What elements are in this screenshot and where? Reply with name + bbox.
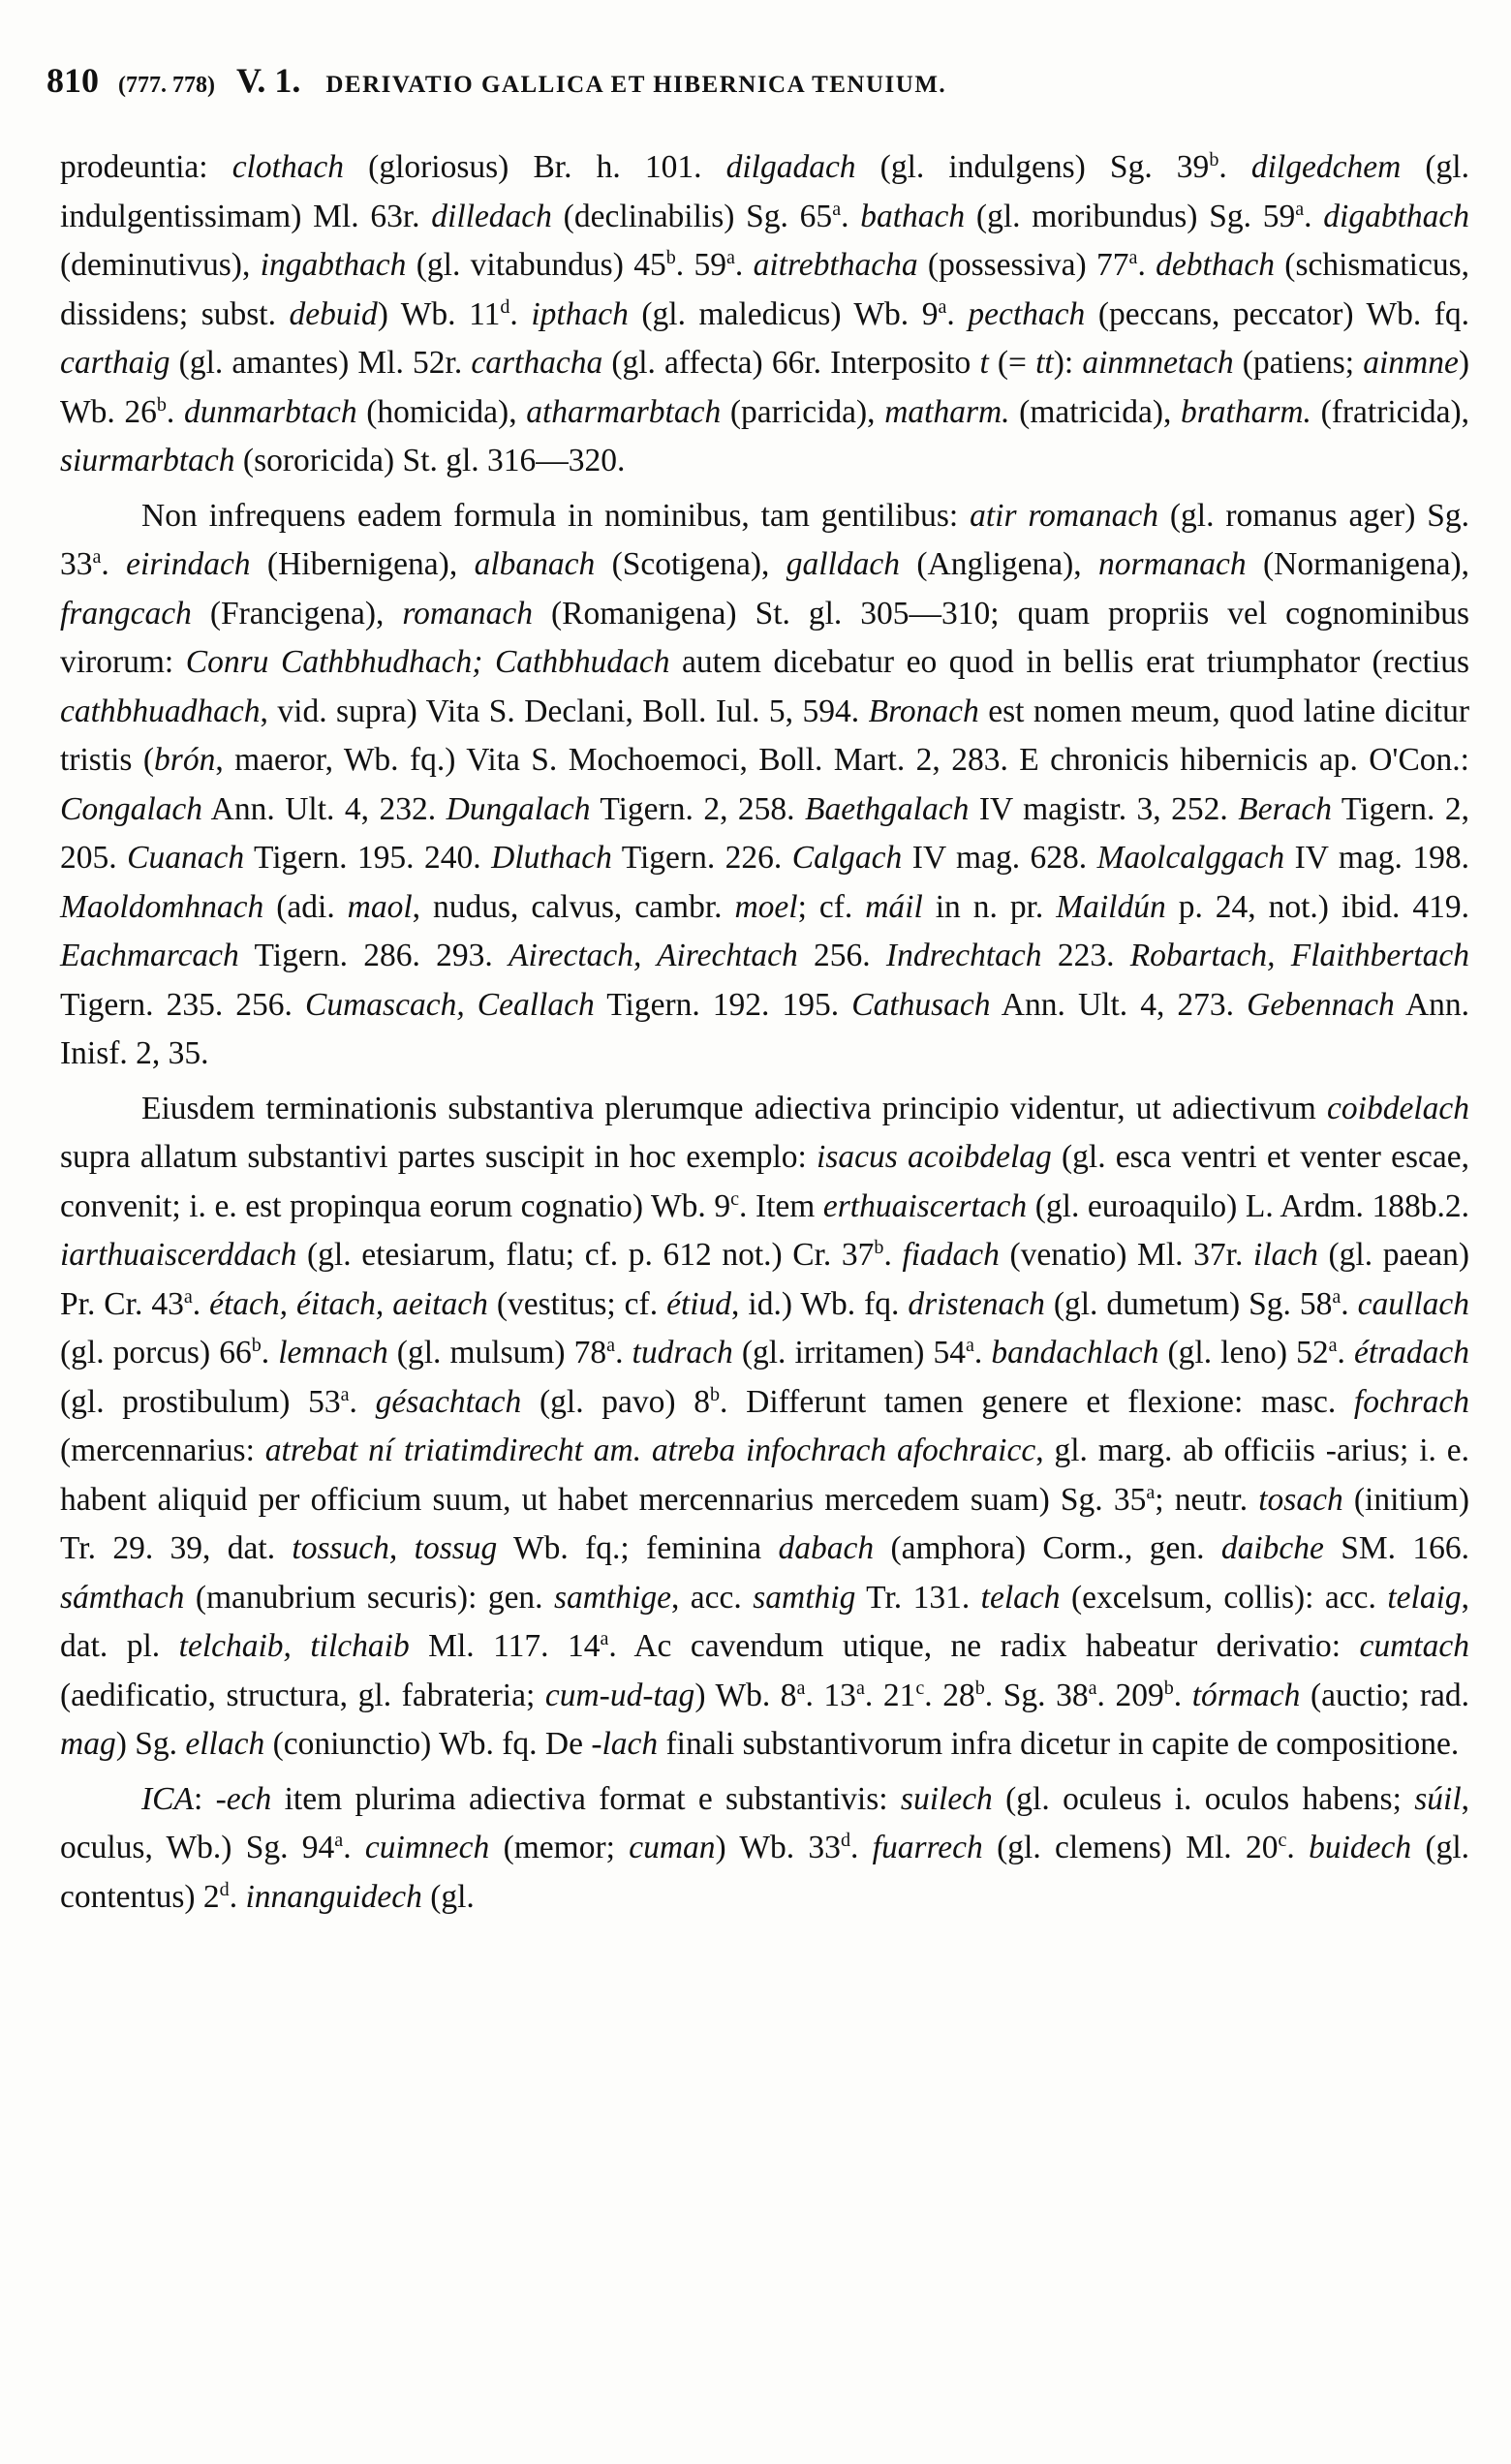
italic-term: cum-ud-tag <box>544 1677 695 1713</box>
italic-term: dabach <box>778 1530 875 1566</box>
italic-term: moel <box>734 888 798 925</box>
italic-term: Dungalach <box>446 790 591 827</box>
column-superscript: b <box>156 393 167 416</box>
column-superscript: b <box>974 1677 985 1699</box>
italic-term: normanach <box>1098 546 1247 582</box>
italic-term: Cumascach, Ceallach <box>305 986 595 1023</box>
italic-term: caullach <box>1357 1285 1470 1322</box>
column-superscript: b <box>874 1236 884 1258</box>
italic-term: Congalach <box>60 790 203 827</box>
page-references: (777. 778) <box>118 73 215 98</box>
paragraph: ICA: -ech item plurima adiectiva format e substantivis: suilech (gl. oculeus i. oculos habens; súil, oculus, Wb.) Sg. 94$^a$. cuimnech (memor; cuman) Wb. 33$^d$. fuarrech (gl. clemens) Ml. 20$^c$. buidech (gl. contentus) 2$^d$. innanguidech (gl. <box>60 1780 1470 1915</box>
column-superscript: a <box>1146 1481 1156 1503</box>
italic-term: Baethgalach <box>805 790 970 827</box>
column-superscript: d <box>500 295 510 318</box>
italic-term: máil <box>865 888 923 925</box>
italic-term: fiadach <box>902 1237 1000 1273</box>
italic-term: pecthach <box>968 295 1086 332</box>
italic-term: étiud <box>666 1285 732 1322</box>
italic-term: Cuanach <box>127 840 245 876</box>
italic-term: atir romanach <box>970 497 1158 534</box>
column-superscript: a <box>606 1334 616 1356</box>
column-superscript: a <box>832 198 842 220</box>
italic-term: cumtach <box>1359 1628 1469 1664</box>
italic-term: tórmach <box>1191 1677 1301 1713</box>
italic-term: ingabthach <box>260 247 407 283</box>
italic-term: tt <box>1035 345 1054 381</box>
italic-term: ilach <box>1252 1237 1318 1273</box>
column-superscript: a <box>966 1334 974 1356</box>
column-superscript: a <box>1332 1285 1341 1308</box>
column-superscript: a <box>855 1677 865 1699</box>
running-title: DERIVATIO GALLICA ET HIBERNICA TENUIUM. <box>325 72 947 98</box>
italic-term: dilgadach <box>725 149 856 185</box>
italic-term: innanguidech <box>245 1878 422 1915</box>
column-superscript: b <box>1163 1677 1174 1699</box>
column-superscript: b <box>710 1383 721 1405</box>
italic-term: telach <box>980 1579 1061 1616</box>
italic-term: cathbhuadhach <box>60 693 261 729</box>
italic-term: dilledach <box>431 198 552 234</box>
italic-term: aitrebthacha <box>753 247 918 283</box>
italic-term: -lach <box>591 1726 659 1762</box>
italic-term: Calgach <box>791 840 903 876</box>
italic-term: ainmnetach <box>1082 345 1234 381</box>
italic-term: étach, éitach, aeitach <box>209 1285 488 1322</box>
paragraph: Non infrequens eadem formula in nominibus, tam gentilibus: atir romanach (gl. romanus ager) Sg. 33$^a$. eirindach (Hibernigena), albanach (Scotigena), galldach (Angligena), normanach (Normanigena), frangcach (Francigena), romanach (Romanigena) St. gl. 305—310; quam propriis vel cognominibus virorum: Conru Cathbhudhach; Cathbhudach autem dicebatur eo quod in bellis erat triumphator (rectius cathbhuadhach, vid. supra) Vita S. Declani, Boll. Iul. 5, 594. Bronach est nomen meum, quod latine dicitur tristis (brón, maeror, Wb. fq.) Vita S. Mochoemoci, Boll. Mart. 2, 283. E chronicis hibernicis ap. O'Con.: Congalach Ann. Ult. 4, 232. Dungalach Tigern. 2, 258. Baethgalach IV magistr. 3, 252. Berach Tigern. 2, 205. Cuanach Tigern. 195. 240. Dluthach Tigern. 226. Calgach IV mag. 628. Maolcalggach IV mag. 198. Maoldomhnach (adi. maol, nudus, calvus, cambr. moel; cf. máil in n. pr. Maildún p. 24, not.) ibid. 419. Eachmarcach Tigern. 286. 293. Airectach, Airechtach 256. Indrechtach 223. Robartach, Flaithbertach Tigern. 235. 256. Cumascach, Ceallach Tigern. 192. 195. Cathusach Ann. Ult. 4, 273. Gebennach Ann. Inisf. 2, 35. <box>60 497 1470 1071</box>
column-superscript: b <box>251 1334 262 1356</box>
italic-term: súil <box>1414 1780 1462 1817</box>
italic-term: digabthach <box>1323 198 1470 234</box>
italic-term: bratharm. <box>1180 393 1311 430</box>
italic-term: étradach <box>1353 1335 1470 1371</box>
column-superscript: a <box>1088 1677 1097 1699</box>
italic-term: Robartach, Flaithbertach <box>1129 938 1469 973</box>
running-header <box>46 60 1470 99</box>
italic-term: buidech <box>1309 1830 1412 1865</box>
italic-term: debthach <box>1156 247 1275 283</box>
italic-term: fuarrech <box>872 1830 983 1865</box>
column-superscript: d <box>219 1878 230 1900</box>
italic-term: eirindach <box>126 546 251 582</box>
italic-term: Dluthach <box>491 840 612 876</box>
column-superscript: a <box>796 1677 806 1699</box>
italic-term: telchaib, tilchaib <box>178 1628 410 1664</box>
column-superscript: c <box>915 1677 925 1699</box>
italic-term: siurmarbtach <box>60 443 235 478</box>
italic-term: bathach <box>860 198 966 234</box>
italic-term: atharmarbtach <box>526 393 722 430</box>
italic-term: suilech <box>900 1780 993 1817</box>
italic-term: clothach <box>231 149 345 185</box>
italic-term: albanach <box>474 546 596 582</box>
italic-term: dristenach <box>908 1285 1045 1322</box>
italic-term: telaig <box>1387 1579 1462 1616</box>
italic-term: cuimnech <box>364 1830 490 1865</box>
italic-term: Berach <box>1238 790 1333 827</box>
italic-term: Cathusach <box>851 986 991 1023</box>
italic-term: frangcach <box>60 595 192 631</box>
italic-term: debuid <box>289 295 378 332</box>
italic-term: iarthuaiscerddach <box>60 1237 297 1273</box>
italic-term: ainmne <box>1363 345 1459 381</box>
column-superscript: c <box>730 1187 740 1210</box>
italic-term: tosach <box>1258 1481 1343 1518</box>
italic-term: fochrach <box>1353 1383 1470 1420</box>
section-number: V. 1. <box>235 61 301 100</box>
italic-term: bandachlach <box>991 1335 1159 1371</box>
column-superscript: a <box>938 295 947 318</box>
italic-term: tossuch, tossug <box>292 1530 498 1566</box>
italic-term: ICA <box>141 1780 194 1817</box>
column-superscript: a <box>1128 246 1138 268</box>
column-superscript: a <box>92 545 102 568</box>
italic-term: Maoldomhnach <box>60 888 264 925</box>
column-superscript: b <box>1209 148 1219 170</box>
italic-term: ipthach <box>531 295 629 332</box>
page-number: 810 <box>46 61 99 100</box>
column-superscript: a <box>1328 1334 1338 1356</box>
column-superscript: b <box>665 246 676 268</box>
paragraph: Eiusdem terminationis substantiva plerumque adiectiva principio videntur, ut adiectivum coibdelach supra allatum substantivi partes suscipit in hoc exemplo: isacus acoibdelag (gl. esca ventri et venter escae, convenit; i. e. est propinqua eorum cognatio) Wb. 9$^c$. Item erthuaiscertach (gl. euroaquilo) L. Ardm. 188b.2. iarthuaiscerddach (gl. etesiarum, flatu; cf. p. 612 not.) Cr. 37$^b$. fiadach (venatio) Ml. 37r. ilach (gl. paean) Pr. Cr. 43$^a$. étach, éitach, aeitach (vestitus; cf. étiud, id.) Wb. fq. dristenach (gl. dumetum) Sg. 58$^a$. caullach (gl. porcus) 66$^b$. lemnach (gl. mulsum) 78$^a$. tudrach (gl. irritamen) 54$^a$. bandachlach (gl. leno) 52$^a$. étradach (gl. prostibulum) 53$^a$. gésachtach (gl. pavo) 8$^b$. Differunt tamen genere et flexione: masc. fochrach (mercennarius: atrebat ní triatimdirecht am. atreba infochrach afochraicc, gl. marg. ab officiis -arius; i. e. habent aliquid per officium suum, ut habet mercennarius mercedem suam) Sg. 35$^a$; neutr. tosach (initium) Tr. 29. 39, dat. tossuch, tossug Wb. fq.; feminina dabach (amphora) Corm., gen. daibche SM. 166. sámthach (manubrium securis): gen. samthige, acc. samthig Tr. 131. telach (excelsum, collis): acc. telaig, dat. pl. telchaib, tilchaib Ml. 117. 14$^a$. Ac cavendum utique, ne radix habeatur derivatio: cumtach (aedificatio, structura, gl. fabrateria; cum-ud-tag) Wb. 8$^a$. 13$^a$. 21$^c$. 28$^b$. Sg. 38$^a$. 209$^b$. tórmach (auctio; rad. mag) Sg. ellach (coniunctio) Wb. fq. De -lach finali substantivorum infra dicetur in capite de compositione. <box>60 1090 1470 1762</box>
column-superscript: a <box>340 1383 350 1405</box>
italic-term: carthacha <box>471 345 603 381</box>
paragraph: prodeuntia: clothach (gloriosus) Br. h. 101. dilgadach (gl. indulgens) Sg. 39$^b$. dilgedchem (gl. indulgentissimam) Ml. 63r. dilledach (declinabilis) Sg. 65$^a$. bathach (gl. moribundus) Sg. 59$^a$. digabthach (deminutivus), ingabthach (gl. vitabundus) 45$^b$. 59$^a$. aitrebthacha (possessiva) 77$^a$. debthach (schismaticus, dissidens; subst. debuid) Wb. 11$^d$. ipthach (gl. maledicus) Wb. 9$^a$. pecthach (peccans, peccator) Wb. fq. carthaig (gl. amantes) Ml. 52r. carthacha (gl. affecta) 66r. Interposito t (= tt): ainmnetach (patiens; ainmne) Wb. 26$^b$. dunmarbtach (homicida), atharmarbtach (parricida), matharm. (matricida), bratharm. (fratricida), siurmarbtach (sororicida) St. gl. 316—320. <box>60 148 1470 478</box>
column-superscript: a <box>725 246 735 268</box>
italic-term: carthaig <box>60 345 170 381</box>
italic-term: isacus acoibdelag <box>817 1139 1052 1175</box>
italic-term: Conru Cathbhudhach; Cathbhudach <box>185 644 670 680</box>
italic-term: Gebennach <box>1247 986 1395 1023</box>
italic-term: lemnach <box>278 1335 388 1371</box>
italic-term: dilgedchem <box>1250 149 1402 185</box>
italic-term: ellach <box>185 1726 265 1762</box>
italic-term: samthig <box>753 1579 856 1616</box>
italic-term: brón <box>154 742 216 778</box>
italic-term: tudrach <box>632 1335 733 1371</box>
italic-term: -ech <box>215 1780 272 1817</box>
italic-term: atrebat ní triatimdirecht am. atreba infochrach afochraicc <box>264 1432 1036 1468</box>
italic-term: Indrechtach <box>885 938 1042 973</box>
italic-term: samthige <box>554 1579 671 1616</box>
italic-term: dunmarbtach <box>183 393 357 430</box>
body-text <box>60 143 1469 1922</box>
italic-term: Eachmarcach <box>60 938 239 973</box>
italic-term: Bronach <box>868 693 979 729</box>
italic-term: sámthach <box>60 1579 185 1616</box>
italic-term: cuman <box>629 1830 716 1865</box>
italic-term: mag <box>60 1726 116 1762</box>
italic-term: erthuaiscertach <box>822 1187 1028 1224</box>
column-superscript: a <box>600 1627 609 1649</box>
column-superscript: a <box>334 1829 344 1851</box>
italic-term: maol <box>347 888 413 925</box>
column-superscript: c <box>1278 1829 1287 1851</box>
column-superscript: a <box>1295 198 1305 220</box>
italic-term: romanach <box>402 595 533 631</box>
column-superscript: d <box>840 1829 850 1851</box>
italic-term: gésachtach <box>375 1383 522 1420</box>
italic-term: coibdelach <box>1327 1090 1469 1126</box>
italic-term: Airectach, Airechtach <box>509 938 798 973</box>
italic-term: daibche <box>1220 1530 1324 1566</box>
italic-term: Maildún <box>1056 888 1166 925</box>
column-superscript: a <box>183 1285 193 1308</box>
italic-term: matharm. <box>884 393 1010 430</box>
italic-term: galldach <box>786 546 901 582</box>
italic-term: Maolcalggach <box>1096 840 1285 876</box>
italic-term: t <box>979 345 989 381</box>
